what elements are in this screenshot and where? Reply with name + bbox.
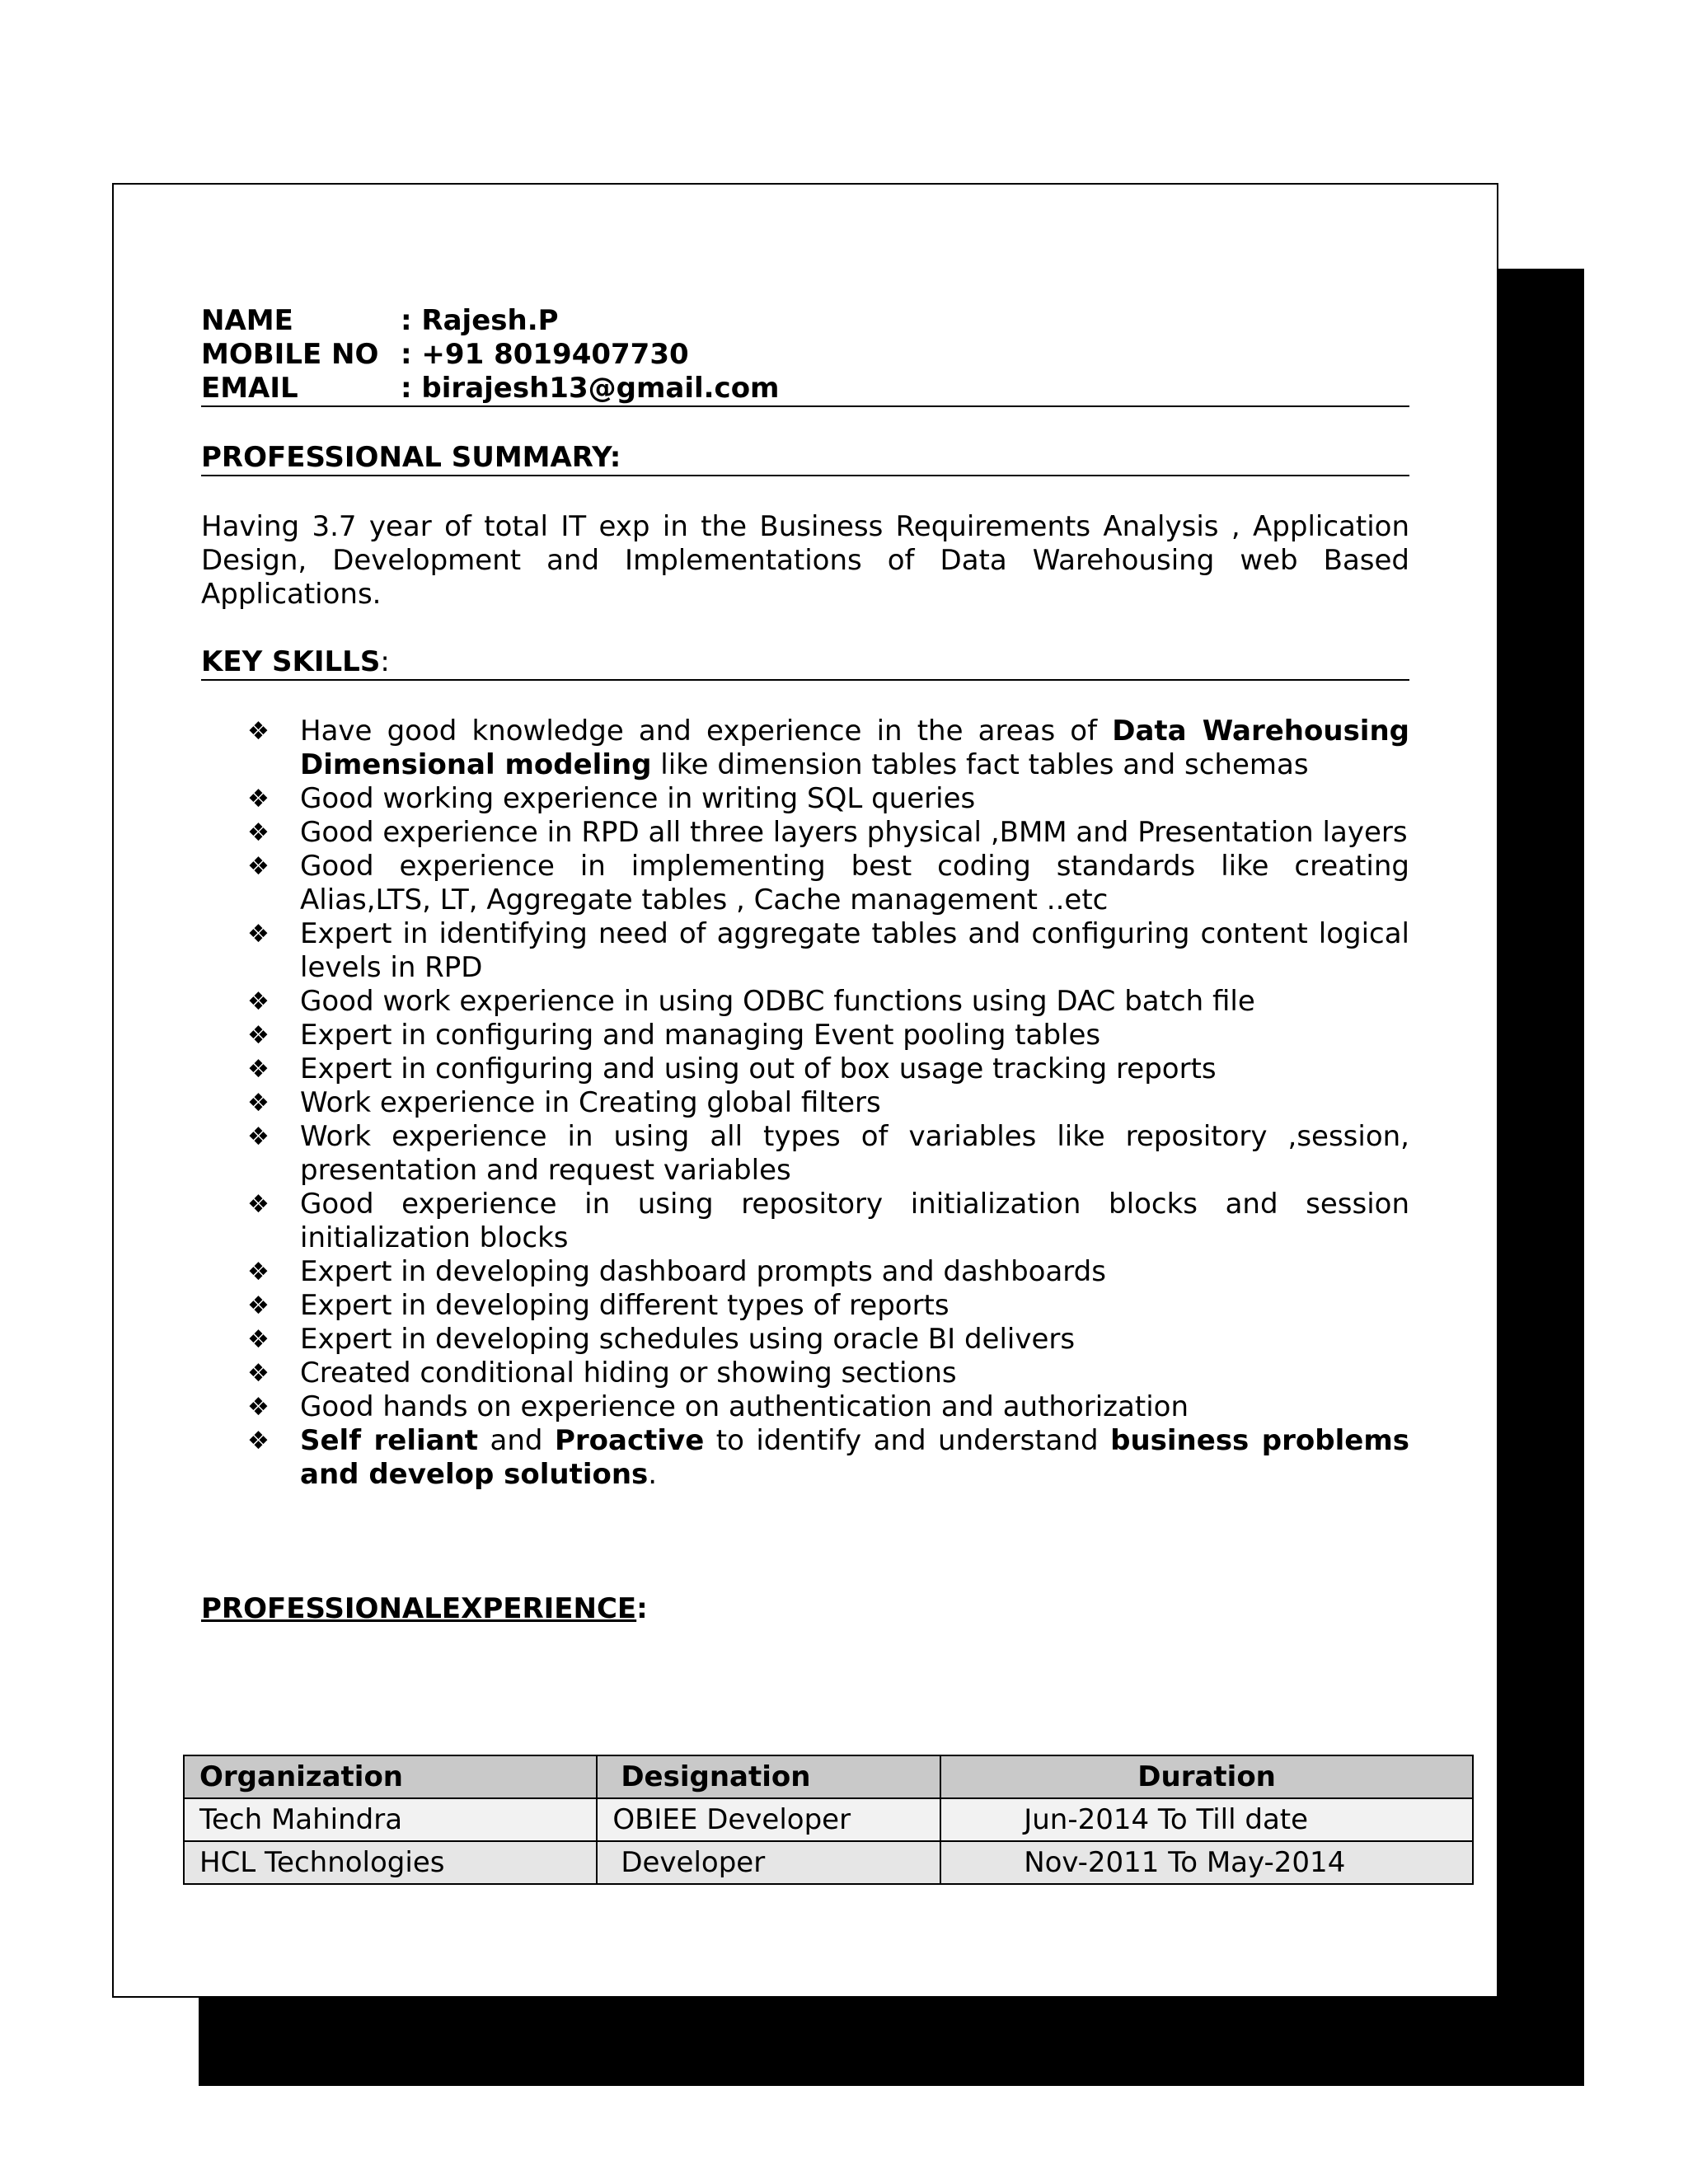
summary-text: Having 3.7 year of total IT exp in the Business Requirements Analysis , Application Design, Development and Implementations of Data Warehousing web Based Applications. [201,510,1409,611]
skills-list [201,715,1409,1492]
skill-text: Good hands on experience on authentication and authorization [300,1390,1189,1423]
skill-item [247,782,1409,816]
skill-text: Expert in developing dashboard prompts and dashboards [300,1255,1106,1288]
diamond-bullet-icon: ❖ [247,818,270,847]
skill-item [247,1323,1409,1357]
skill-text: Created conditional hiding or showing sections [300,1357,957,1390]
skill-text: Expert in configuring and using out of box usage tracking reports [300,1052,1217,1085]
email-label: EMAIL [201,372,298,405]
skills-heading [201,645,1409,681]
skill-emphasis: Self reliant [300,1424,479,1457]
skills-heading-colon: : [380,645,390,678]
diamond-bullet-icon: ❖ [247,1325,270,1354]
skill-item [247,1052,1409,1086]
mobile-value: : +91 8019407730 [401,338,689,371]
diamond-bullet-icon: ❖ [247,1291,270,1320]
skill-item [247,850,1409,917]
column-header-duration: Duration [940,1755,1473,1798]
skill-item [247,1357,1409,1390]
column-header-organization: Organization [184,1755,597,1798]
diamond-bullet-icon: ❖ [247,1190,270,1219]
diamond-bullet-icon: ❖ [247,852,270,881]
skill-text: Good work experience in using ODBC functions using DAC batch file [300,985,1255,1018]
diamond-bullet-icon: ❖ [247,785,270,813]
skill-item [247,1120,1409,1188]
skill-text: . [648,1458,658,1491]
skill-text: Good experience in using repository initialization blocks and session initialization blocks [300,1188,1409,1254]
resume-page [112,183,1498,1998]
skill-text: like dimension tables fact tables and schemas [651,748,1309,781]
duration-cell: Jun-2014 To Till date [940,1798,1473,1841]
diamond-bullet-icon: ❖ [247,1359,270,1388]
experience-heading [201,1592,1409,1626]
diamond-bullet-icon: ❖ [247,987,270,1016]
contact-name-row [201,304,1409,338]
contact-email-row [201,372,1409,405]
mobile-label: MOBILE NO [201,338,379,371]
skill-text: Work experience in using all types of variables like repository ,session, presentation and request variables [300,1120,1409,1187]
skill-item [247,715,1410,782]
contact-mobile-row [201,338,1409,372]
skill-text: Expert in developing schedules using oracle BI delivers [300,1323,1076,1356]
skill-text: Good experience in implementing best coding standards like creating Alias,LTS, LT, Aggregate tables , Cache management ..etc [300,850,1409,916]
name-value: : Rajesh.P [401,304,559,337]
diamond-bullet-icon: ❖ [247,1258,270,1286]
diamond-bullet-icon: ❖ [247,1055,270,1084]
diamond-bullet-icon: ❖ [247,1122,270,1151]
diamond-bullet-icon: ❖ [247,1089,270,1118]
skill-item [247,917,1409,985]
diamond-bullet-icon: ❖ [247,920,270,949]
resume-content [201,304,1409,1626]
skill-item [247,1390,1409,1424]
skill-text: and [478,1424,555,1457]
skill-item [247,816,1409,850]
organization-cell: Tech Mahindra [184,1798,597,1841]
email-value: : birajesh13@gmail.com [401,372,780,405]
skill-text: Good experience in RPD all three layers physical ,BMM and Presentation layers [300,816,1408,849]
skill-text: to identify and understand [704,1424,1111,1457]
skill-text: Expert in configuring and managing Event pooling tables [300,1019,1101,1052]
experience-table [183,1755,1474,1885]
skill-emphasis: Data Warehousing Dimensional modeling [300,715,1410,781]
diamond-bullet-icon: ❖ [247,717,270,746]
designation-cell: Developer [597,1841,940,1884]
column-header-designation: Designation [597,1755,940,1798]
skill-item [247,1255,1409,1289]
skill-text: Expert in identifying need of aggregate tables and configuring content logical levels in RPD [300,917,1409,984]
skill-item [247,1086,1409,1120]
contact-block [201,304,1409,407]
skill-item [247,985,1409,1019]
experience-heading-colon: : [636,1592,648,1625]
skill-text: Expert in developing different types of reports [300,1289,950,1322]
designation-cell: OBIEE Developer [597,1798,940,1841]
skill-emphasis: Proactive [554,1424,705,1457]
experience-heading-label: PROFESSIONALEXPERIENCE [201,1592,637,1625]
table-header-row [184,1755,1473,1798]
diamond-bullet-icon: ❖ [247,1427,270,1455]
table-row [184,1798,1473,1841]
table-row [184,1841,1473,1884]
skills-heading-label: KEY SKILLS [201,645,381,678]
skill-item [247,1289,1409,1323]
skill-item [247,1424,1409,1492]
diamond-bullet-icon: ❖ [247,1021,270,1050]
skill-text: Good working experience in writing SQL queries [300,782,976,815]
summary-heading: PROFESSIONAL SUMMARY: [201,441,1409,476]
skill-text: Work experience in Creating global filters [300,1086,881,1119]
diamond-bullet-icon: ❖ [247,1393,270,1422]
skill-item [247,1188,1409,1255]
skill-item [247,1019,1409,1052]
organization-cell: HCL Technologies [184,1841,597,1884]
skill-text: Have good knowledge and experience in the areas of [300,715,1113,748]
name-label: NAME [201,304,293,337]
duration-cell: Nov-2011 To May-2014 [940,1841,1473,1884]
skill-emphasis: business problems and develop solutions [300,1424,1409,1491]
